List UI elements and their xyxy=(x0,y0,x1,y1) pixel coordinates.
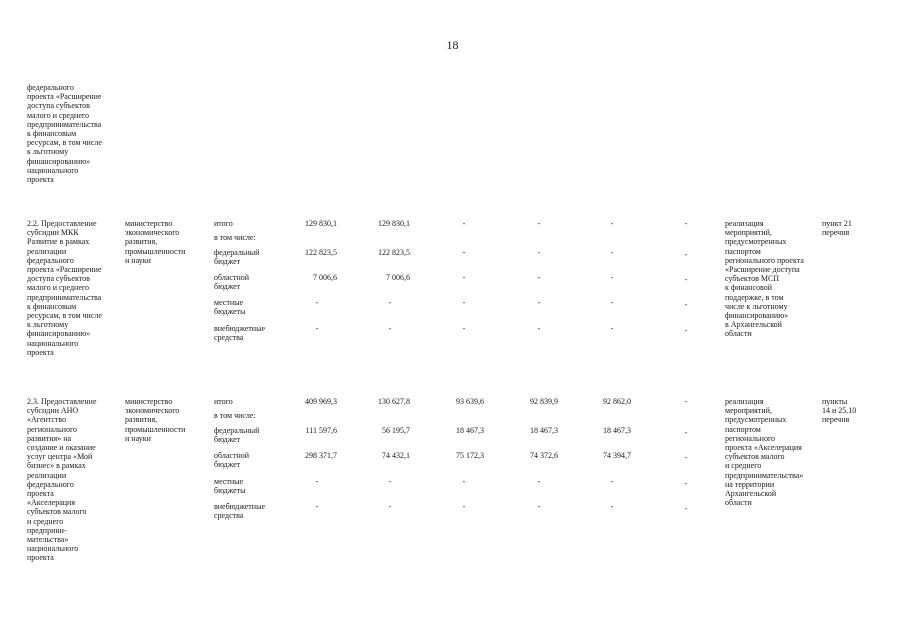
row-2-2-local-all: - xyxy=(315,298,319,307)
row-2-3-total-y4: 92 862,0 xyxy=(603,397,631,406)
row-2-3-local-y2: - xyxy=(462,477,466,486)
row-2-3-federal-y4: 18 467,3 xyxy=(603,426,631,435)
row-2-2-ref: пункт 21 перечня xyxy=(822,219,852,238)
row-2-3-ref: пункты 14 и 25.10 перечня xyxy=(822,397,857,425)
row-2-2-federal-y2: - xyxy=(462,248,466,257)
page-number: 18 xyxy=(446,38,459,52)
row-2-3-source-regional: областной бюджет xyxy=(214,451,250,470)
row-2-3-local-y4: - xyxy=(610,477,614,486)
row-2-3-source-total: итого xyxy=(214,397,233,406)
row-2-2-extra-y1: - xyxy=(388,324,392,333)
row-2-2-extra-y4: - xyxy=(610,324,614,333)
row-2-2-regional-all: 7 006,6 xyxy=(313,273,337,282)
row-2-2-federal-y5: - xyxy=(684,250,688,259)
row-2-3-federal-y1: 56 195,7 xyxy=(382,426,410,435)
row-2-3-extra-y5: - xyxy=(684,504,688,513)
row-2-2-local-y4: - xyxy=(610,298,614,307)
row-2-2-federal-y1: 122 823,5 xyxy=(378,248,410,257)
row-2-2-total-y5: - xyxy=(684,219,688,228)
row-2-2-total-y4: - xyxy=(610,219,614,228)
row-2-2-federal-y3: - xyxy=(537,248,541,257)
row-2-2-source-total: итого xyxy=(214,219,233,228)
row-2-3-federal-y2: 18 467,3 xyxy=(456,426,484,435)
row-2-2-name: 2.2. Предоставление субсидии МКК Развитие в рамках реализации федерального проекта «Расширение доступа субъектов малого и среднего предпринимательства к финансовым ресурсам, в том числе к льготному финансированию» национального проекта xyxy=(27,219,102,357)
row-2-2-regional-y2: - xyxy=(462,273,466,282)
row-2-3-name: 2.3. Предоставление субсидии АНО «Агентство регионального развития» на создание и оказание услуг центра «Мой бизнес» в рамках реализации федерального проекта «Акселерация субъектов малого и среднего предприни- мательства» национального проекта xyxy=(27,397,97,563)
row-2-2-extra-y3: - xyxy=(537,324,541,333)
row-2-3-regional-y3: 74 372,6 xyxy=(530,451,558,460)
row-2-2-extra-y2: - xyxy=(462,324,466,333)
row-2-3-extra-y2: - xyxy=(462,502,466,511)
row-2-3-regional-y5: - xyxy=(684,453,688,462)
row-2-2-local-y1: - xyxy=(388,298,392,307)
row-2-2-result: реализация мероприятий, предусмотренных паспортом регионального проекта «Расширение доступа субъектов МСП к финансовой поддержке, в том числе к льготному финансированию» в Архангельской области xyxy=(725,219,804,339)
row-2-3-source-including: в том числе: xyxy=(214,411,256,420)
row-2-2-total-y3: - xyxy=(537,219,541,228)
row-2-3-total-all: 409 969,3 xyxy=(305,397,337,406)
row-2-3-total-y1: 130 627,8 xyxy=(378,397,410,406)
row-2-2-regional-y1: 7 006,6 xyxy=(386,273,410,282)
row-2-3-executor: министерство экономического развития, промышленности и науки xyxy=(125,397,186,443)
row-2-3-total-y2: 93 639,6 xyxy=(456,397,484,406)
row-2-3-extra-y1: - xyxy=(388,502,392,511)
row-2-2-source-extrabudget: внебюджетные средства xyxy=(214,324,265,343)
row-2-3-regional-y4: 74 394,7 xyxy=(603,451,631,460)
row-2-2-regional-y3: - xyxy=(537,273,541,282)
row-2-3-local-all: - xyxy=(315,477,319,486)
row-2-3-extra-y3: - xyxy=(537,502,541,511)
row-2-2-regional-y5: - xyxy=(684,275,688,284)
row-2-3-extra-y4: - xyxy=(610,502,614,511)
row-2-2-source-including: в том числе: xyxy=(214,233,256,242)
row-2-2-executor: министерство экономического развития, промышленности и науки xyxy=(125,219,186,265)
row-2-3-total-y5: - xyxy=(684,397,688,406)
row-2-2-total-all: 129 830,1 xyxy=(305,219,337,228)
row-2-3-local-y3: - xyxy=(537,477,541,486)
row-2-3-local-y5: - xyxy=(684,479,688,488)
row-2-3-source-federal: федеральный бюджет xyxy=(214,426,260,445)
row-2-3-local-y1: - xyxy=(388,477,392,486)
row-2-2-local-y5: - xyxy=(684,300,688,309)
row-2-2-local-y2: - xyxy=(462,298,466,307)
row-2-2-extra-y5: - xyxy=(684,326,688,335)
row-2-3-regional-y1: 74 432,1 xyxy=(382,451,410,460)
row-2-2-federal-y4: - xyxy=(610,248,614,257)
row-2-2-extra-all: - xyxy=(315,324,319,333)
row-2-3-regional-all: 298 371,7 xyxy=(305,451,337,460)
row-2-2-source-regional: областной бюджет xyxy=(214,273,250,292)
row-2-3-federal-y5: - xyxy=(684,428,688,437)
row-2-2-total-y1: 129 830,1 xyxy=(378,219,410,228)
row-2-2-total-y2: - xyxy=(462,219,466,228)
row-2-3-result: реализация мероприятий, предусмотренных паспортом регионального проекта «Акселерация субъектов малого и среднего предпринимательства» на территории Архангельской области xyxy=(725,397,804,508)
row-2-3-source-local: местные бюджеты xyxy=(214,477,246,496)
row-2-2-source-federal: федеральный бюджет xyxy=(214,248,260,267)
row-2-2-federal-all: 122 823,5 xyxy=(305,248,337,257)
row-2-2-source-local: местные бюджеты xyxy=(214,298,246,317)
row-2-3-extra-all: - xyxy=(315,502,319,511)
row-2-3-regional-y2: 75 172,3 xyxy=(456,451,484,460)
row-2-3-federal-y3: 18 467,3 xyxy=(530,426,558,435)
row-2-3-source-extrabudget: внебюджетные средства xyxy=(214,502,265,521)
row-2-3-total-y3: 92 839,9 xyxy=(530,397,558,406)
continuation-name: федерального проекта «Расширение доступа субъектов малого и среднего предпринимательства к финансовым ресурсам, в том числе к льготному финансированию» национального проекта xyxy=(27,83,102,185)
row-2-2-regional-y4: - xyxy=(610,273,614,282)
row-2-2-local-y3: - xyxy=(537,298,541,307)
row-2-3-federal-all: 111 597,6 xyxy=(305,426,337,435)
